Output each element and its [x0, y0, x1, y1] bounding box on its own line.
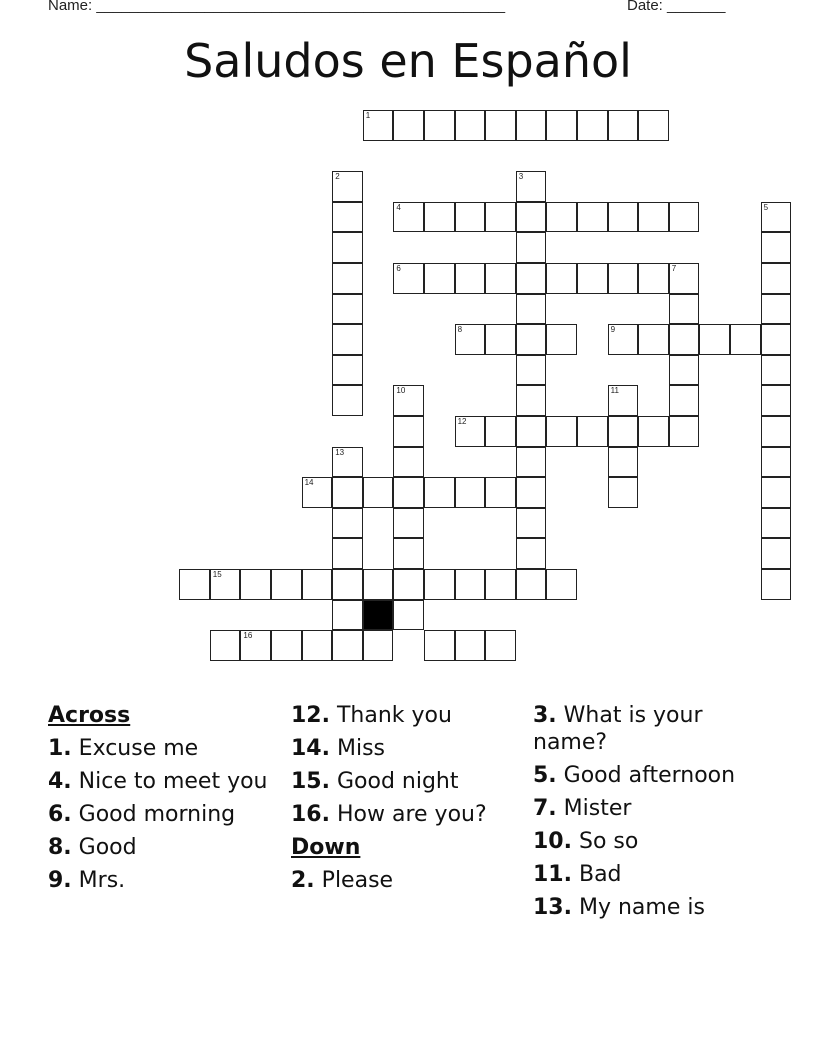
crossword-cell[interactable]	[455, 477, 486, 508]
crossword-cell[interactable]	[516, 385, 547, 416]
crossword-cell[interactable]	[332, 600, 363, 631]
clue-across-14	[291, 735, 526, 762]
crossword-cell[interactable]	[516, 477, 547, 508]
clue-number: 15.	[291, 769, 330, 794]
crossword-cell[interactable]	[210, 630, 241, 661]
crossword-cell[interactable]	[485, 569, 516, 600]
clue-text: So so	[578, 829, 639, 854]
crossword-cell[interactable]	[455, 416, 486, 447]
clue-across-6	[48, 801, 273, 828]
clue-number: 6.	[48, 802, 72, 827]
clue-text: What is your name?	[533, 703, 703, 755]
crossword-cell[interactable]	[608, 477, 639, 508]
clue-number: 2.	[291, 868, 315, 893]
crossword-cell[interactable]	[393, 477, 424, 508]
clue-across-4	[48, 768, 273, 795]
page-title: Saludos en Español	[184, 34, 632, 88]
clue-across-9	[48, 867, 273, 894]
crossword-cell[interactable]	[608, 324, 639, 355]
crossword-cell[interactable]	[516, 416, 547, 447]
crossword-cell[interactable]	[332, 447, 363, 478]
crossword-cell[interactable]	[424, 202, 455, 233]
crossword-cell[interactable]	[669, 416, 700, 447]
clue-number: 13.	[533, 895, 572, 920]
crossword-block-cell	[363, 600, 394, 631]
clue-number-label: 3	[518, 172, 524, 182]
clue-text: Mister	[563, 796, 632, 821]
clue-across-15	[291, 768, 526, 795]
crossword-cell[interactable]	[302, 630, 333, 661]
crossword-cell[interactable]	[761, 447, 792, 478]
clue-down-3	[533, 702, 753, 756]
clue-text: Good afternoon	[563, 763, 736, 788]
clue-number: 4.	[48, 769, 72, 794]
crossword-cell[interactable]	[210, 569, 241, 600]
crossword-cell[interactable]	[271, 569, 302, 600]
crossword-cell[interactable]	[546, 569, 577, 600]
clues-column-3	[533, 702, 753, 927]
crossword-cell[interactable]	[332, 508, 363, 539]
crossword-cell[interactable]	[363, 630, 394, 661]
crossword-cell[interactable]	[577, 110, 608, 141]
crossword-cell[interactable]	[761, 385, 792, 416]
clue-down-11	[533, 861, 753, 888]
crossword-cell[interactable]	[516, 538, 547, 569]
crossword-cell[interactable]	[761, 263, 792, 294]
clue-number-label: 4	[396, 202, 401, 212]
crossword-cell[interactable]	[393, 110, 424, 141]
clue-text: Good morning	[78, 802, 236, 827]
crossword-cell[interactable]	[577, 263, 608, 294]
crossword-cell[interactable]	[455, 263, 486, 294]
crossword-cell[interactable]	[608, 385, 639, 416]
clue-text: Excuse me	[78, 736, 199, 761]
clue-number-label: 9	[610, 325, 616, 335]
crossword-cell[interactable]	[455, 110, 486, 141]
crossword-cell[interactable]	[546, 324, 577, 355]
across-heading: Across	[48, 703, 131, 728]
crossword-cell[interactable]	[761, 232, 792, 263]
clue-number-label: 6	[396, 264, 401, 273]
clue-down-5	[533, 762, 753, 789]
crossword-cell[interactable]	[516, 294, 547, 325]
crossword-cell[interactable]	[332, 324, 363, 355]
clue-number: 11.	[533, 862, 572, 887]
down-heading: Down	[291, 835, 361, 860]
crossword-cell[interactable]	[669, 355, 700, 386]
crossword-cell[interactable]	[240, 569, 271, 600]
crossword-cell[interactable]	[546, 416, 577, 447]
crossword-cell[interactable]	[393, 202, 424, 233]
crossword-cell[interactable]	[516, 569, 547, 600]
crossword-cell[interactable]	[332, 232, 363, 263]
crossword-cell[interactable]	[485, 630, 516, 661]
clue-text: How are you?	[336, 802, 487, 827]
crossword-cell[interactable]	[485, 324, 516, 355]
crossword-cell[interactable]	[302, 569, 333, 600]
crossword-cell[interactable]	[393, 600, 424, 631]
crossword-cell[interactable]	[761, 324, 792, 355]
crossword-cell[interactable]	[424, 110, 455, 141]
crossword-cell[interactable]	[363, 477, 394, 508]
crossword-cell[interactable]	[516, 202, 547, 233]
crossword-cell[interactable]	[608, 202, 639, 233]
crossword-cell[interactable]	[332, 294, 363, 325]
crossword-cell[interactable]	[393, 569, 424, 600]
crossword-cell[interactable]	[608, 447, 639, 478]
crossword-cell[interactable]	[638, 202, 669, 233]
crossword-cell[interactable]	[761, 416, 792, 447]
crossword-cell[interactable]	[761, 294, 792, 325]
clue-number-label: 13	[335, 447, 345, 457]
crossword-cell[interactable]	[608, 110, 639, 141]
crossword-cell[interactable]	[761, 569, 792, 600]
name-field-label: Name: _________________________________________________	[48, 0, 506, 14]
clue-number-label: 5	[763, 202, 769, 212]
crossword-cell[interactable]	[332, 355, 363, 386]
clue-number: 10.	[533, 829, 572, 854]
crossword-cell[interactable]	[332, 263, 363, 294]
clue-across-8	[48, 834, 273, 861]
clue-down-7	[533, 795, 753, 822]
crossword-cell[interactable]	[669, 385, 700, 416]
crossword-cell[interactable]	[546, 110, 577, 141]
clue-text: Good	[78, 835, 137, 860]
crossword-cell[interactable]	[669, 324, 700, 355]
crossword-cell[interactable]	[730, 324, 761, 355]
crossword-cell[interactable]	[485, 202, 516, 233]
clue-number: 8.	[48, 835, 72, 860]
crossword-cell[interactable]	[393, 263, 424, 294]
crossword-cell[interactable]	[577, 416, 608, 447]
crossword-cell[interactable]	[638, 263, 669, 294]
crossword-cell[interactable]	[455, 569, 486, 600]
crossword-cell[interactable]	[516, 447, 547, 478]
crossword-cell[interactable]	[393, 385, 424, 416]
crossword-cell[interactable]	[271, 630, 302, 661]
crossword-cell[interactable]	[424, 477, 455, 508]
crossword-cell[interactable]	[363, 569, 394, 600]
crossword-cell[interactable]	[363, 110, 394, 141]
clue-number: 7.	[533, 796, 557, 821]
crossword-cell[interactable]	[516, 508, 547, 539]
crossword-cell[interactable]	[516, 110, 547, 141]
clue-text: Good night	[336, 769, 459, 794]
crossword-cell[interactable]	[761, 508, 792, 539]
clue-number-label: 8	[457, 325, 463, 335]
clue-number-label: 1	[365, 111, 371, 120]
crossword-cell[interactable]	[761, 477, 792, 508]
crossword-cell[interactable]	[516, 232, 547, 263]
crossword-cell[interactable]	[485, 110, 516, 141]
crossword-cell[interactable]	[424, 263, 455, 294]
clue-number: 3.	[533, 703, 557, 728]
clues-column-2	[291, 702, 526, 900]
crossword-cell[interactable]	[761, 538, 792, 569]
crossword-cell[interactable]	[302, 477, 333, 508]
crossword-cell[interactable]	[516, 324, 547, 355]
crossword-cell[interactable]	[393, 538, 424, 569]
crossword-cell[interactable]	[332, 385, 363, 416]
clue-number-label: 2	[335, 172, 340, 182]
crossword-cell[interactable]	[179, 569, 210, 600]
crossword-cell[interactable]	[424, 630, 455, 661]
crossword-cell[interactable]	[455, 202, 486, 233]
crossword-cell[interactable]	[669, 263, 700, 294]
crossword-cell[interactable]	[485, 477, 516, 508]
crossword-cell[interactable]	[455, 324, 486, 355]
crossword-cell[interactable]	[393, 447, 424, 478]
clue-number-label: 7	[671, 264, 677, 273]
crossword-cell[interactable]	[485, 416, 516, 447]
clue-down-2	[291, 867, 526, 894]
clue-number-label: 15	[212, 570, 222, 579]
clue-across-12	[291, 702, 526, 729]
clue-number: 9.	[48, 868, 72, 893]
crossword-cell[interactable]	[240, 630, 271, 661]
clue-down-10	[533, 828, 753, 855]
crossword-cell[interactable]	[424, 569, 455, 600]
crossword-cell[interactable]	[761, 202, 792, 233]
crossword-cell[interactable]	[638, 110, 669, 141]
clue-number: 16.	[291, 802, 330, 827]
clue-number-label: 12	[457, 417, 467, 426]
crossword-cell[interactable]	[332, 202, 363, 233]
clue-text: Please	[321, 868, 394, 893]
crossword-cell[interactable]	[608, 263, 639, 294]
clue-number: 1.	[48, 736, 72, 761]
crossword-cell[interactable]	[638, 324, 669, 355]
crossword-cell[interactable]	[393, 416, 424, 447]
clue-text: Mrs.	[78, 868, 126, 893]
crossword-cell[interactable]	[332, 569, 363, 600]
crossword-cell[interactable]	[546, 202, 577, 233]
crossword-cell[interactable]	[332, 630, 363, 661]
clue-across-1	[48, 735, 273, 762]
clue-text: My name is	[578, 895, 705, 920]
crossword-cell[interactable]	[669, 294, 700, 325]
crossword-cell[interactable]	[332, 538, 363, 569]
clue-text: Nice to meet you	[78, 769, 268, 794]
crossword-cell[interactable]	[761, 355, 792, 386]
crossword-cell[interactable]	[699, 324, 730, 355]
crossword-cell[interactable]	[332, 171, 363, 202]
clue-text: Thank you	[336, 703, 452, 728]
clue-number-label: 14	[304, 478, 314, 488]
crossword-cell[interactable]	[516, 171, 547, 202]
clue-across-16	[291, 801, 526, 828]
clue-number-label: 10	[396, 386, 406, 396]
clue-number-label: 16	[243, 631, 253, 641]
crossword-cell[interactable]	[669, 202, 700, 233]
date-field-label: Date: _______	[627, 0, 726, 14]
crossword-cell[interactable]	[393, 508, 424, 539]
clue-number: 14.	[291, 736, 330, 761]
crossword-cell[interactable]	[546, 263, 577, 294]
crossword-cell[interactable]	[485, 263, 516, 294]
clue-number-label: 11	[610, 386, 619, 396]
clues-column-1	[48, 702, 273, 900]
crossword-cell[interactable]	[332, 477, 363, 508]
crossword-cell[interactable]	[638, 416, 669, 447]
crossword-cell[interactable]	[608, 416, 639, 447]
clue-number: 12.	[291, 703, 330, 728]
clue-text: Miss	[336, 736, 386, 761]
clue-text: Bad	[578, 862, 622, 887]
clue-number: 5.	[533, 763, 557, 788]
crossword-cell[interactable]	[516, 355, 547, 386]
clue-down-13	[533, 894, 753, 921]
crossword-cell[interactable]	[455, 630, 486, 661]
crossword-cell[interactable]	[577, 202, 608, 233]
crossword-cell[interactable]	[516, 263, 547, 294]
